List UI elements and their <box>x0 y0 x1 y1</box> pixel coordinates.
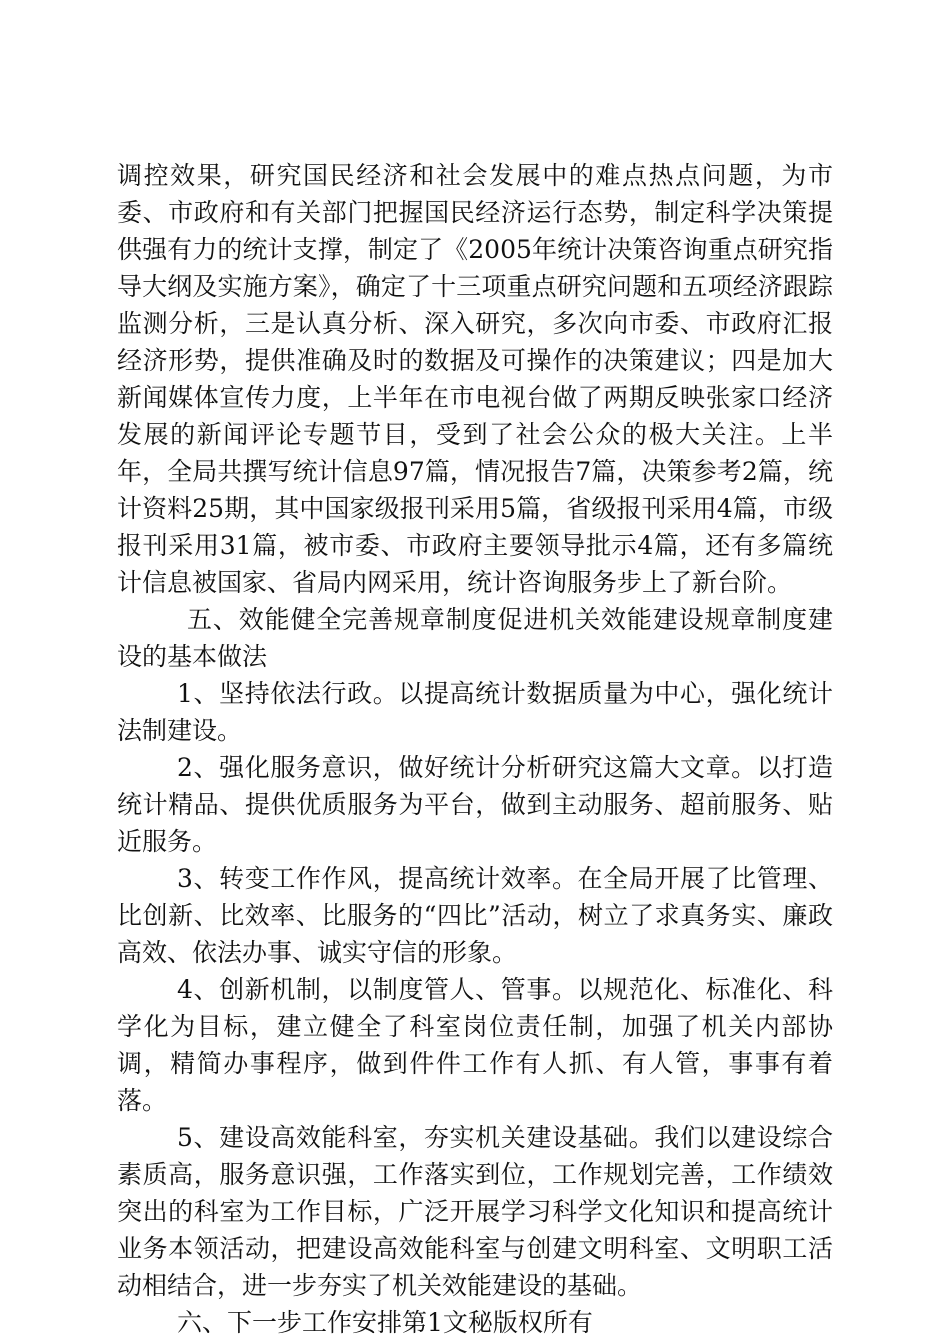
list-item-2: 2、强化服务意识，做好统计分析研究这篇大文章。以打造统计精品、提供优质服务为平台，做到主动服务、超前服务、贴近服务。 <box>117 753 833 856</box>
list-item-4: 4、创新机制，以制度管人、管事。以规范化、标准化、科学化为目标，建立健全了科室岗位责任制，加强了机关内部协调，精简办事程序，做到件件工作有人抓、有人管，事事有着落。 <box>117 975 833 1115</box>
list-item-5: 5、建设高效能科室，夯实机关建设基础。我们以建设综合素质高，服务意识强，工作落实到位，工作规划完善，工作绩效突出的科室为工作目标，广泛开展学习科学文化知识和提高统计业务本领活动，把建设高效能科室与创建文明科室、文明职工活动相结合，进一步夯实了机关效能建设的基础。 <box>117 1123 833 1300</box>
list-item-1: 1、坚持依法行政。以提高统计数据质量为中心，强化统计法制建设。 <box>117 679 833 745</box>
list-item-3: 3、转变工作作风，提高统计效率。在全局开展了比管理、比创新、比效率、比服务的“四比”活动，树立了求真务实、廉政高效、依法办事、诚实守信的形象。 <box>117 864 833 967</box>
section-heading-five: 五、效能健全完善规章制度促进机关效能建设规章制度建设的基本做法 <box>117 605 833 671</box>
document-body <box>117 157 833 1341</box>
section-heading-six: 六、下一步工作安排第1文秘版权所有 <box>177 1308 593 1337</box>
paragraph-results-continuation: 调控效果，研究国民经济和社会发展中的难点热点问题，为市委、市政府和有关部门把握国民经济运行态势，制定科学决策提供强有力的统计支撑，制定了《2005年统计决策咨询重点研究指导大纲及实施方案》，确定了十三项重点研究问题和五项经济跟踪监测分析，三是认真分析、深入研究，多次向市委、市政府汇报经济形势，提供准确及时的数据及可操作的决策建议；四是加大新闻媒体宣传力度，上半年在市电视台做了两期反映张家口经济发展的新闻评论专题节目，受到了社会公众的极大关注。上半年，全局共撰写统计信息97篇，情况报告7篇，决策参考2篇，统计资料25期，其中国家级报刊采用5篇，省级报刊采用4篇，市级报刊采用31篇，被市委、市政府主要领导批示4篇，还有多篇统计信息被国家、省局内网采用，统计咨询服务步上了新台阶。 <box>117 161 833 597</box>
